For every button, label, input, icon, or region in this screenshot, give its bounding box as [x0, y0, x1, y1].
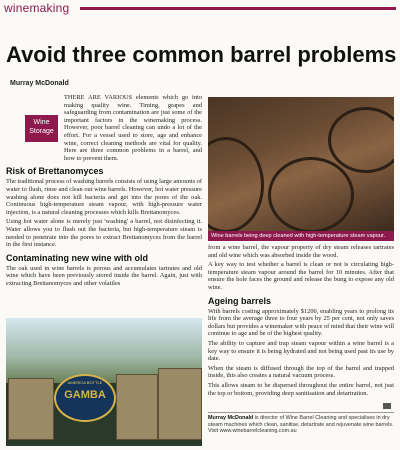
heading-contaminating: Contaminating new wine with old — [6, 252, 148, 263]
bio-divider — [208, 412, 394, 413]
intro-paragraph: THERE ARE VARIOUS elements which go into making quality wine. Timing, grapes and safeguarding from contamination are just some of the important factors in the winemaking process. However, poor barrel cleaning can undo a lot of the effort. For a vessel used to store, age and enhance wine, correct cleaning methods are vital for quality. Here are three common problems in a barrel, and how to prevent them. — [64, 94, 202, 162]
barrel-shape — [268, 157, 354, 231]
section-label: winemaking — [4, 1, 70, 15]
bio-text: is director of Wine Barrel Cleaning and specialises in dry steam machines which clean, sanitise, detartrate and rejuvenate wine barrels. Visit www.winebarrelcleaning.com.au — [208, 415, 394, 435]
paragraph: With barrels costing approximately $1200, enabling years to prolong its life from the average three to four years by 25 per cent, not only saves dollars but provides a winemaker with peace of mind that their wine will continue to age and be of the highest quality. — [208, 307, 394, 338]
bio-name: Murray McDonald — [208, 415, 254, 421]
photo-caption: Wine barrels being deep cleaned with high-temperature steam vapour. — [208, 231, 394, 241]
gamba-logo — [54, 374, 116, 422]
barrel-shape — [328, 107, 394, 173]
paragraph: The oak used in wine barrels is porous and accumulates tartrates and old wine which have been previously stored inside the barrel. Again, just with extracting Brettanomyces and other volatiles — [6, 264, 202, 287]
heading-ageing: Ageing barrels — [208, 295, 272, 306]
byline: Murray McDonald — [10, 80, 69, 87]
crate — [8, 378, 54, 440]
paragraph: The traditional process of washing barrels consists of using large amounts of water to flush, rinse and clean out wine barrels. However, hot water pressure washing alone does not kill bacteria and get into the pores of the oak. Continuous high-temperature steam vapour, with high-pressure water injection, is a natural cleaning processes which kills Brettanomyces. — [6, 178, 202, 216]
right-column — [208, 244, 394, 399]
crate — [158, 368, 202, 440]
barrel-cleaning-photo — [208, 97, 394, 231]
paragraph: A key way to test whether a barrel is clean or not is circulating high-temperature steam vapour around the barrel for 10 minutes. After that ensure the hole faces the ground and release the bung to expose any old wine. — [208, 261, 394, 291]
heading-brettanomyces: Risk of Brettanomyces — [6, 166, 104, 177]
section-header — [0, 0, 400, 18]
gamba-advertisement — [6, 318, 202, 446]
author-bio — [208, 415, 394, 435]
section-rule — [80, 7, 396, 10]
paragraph: This allows steam to be dispersed throughout the entire barrel, not just the top or bottom, providing deep sanitisation and detartration. — [208, 381, 394, 397]
paragraph: from a wine barrel, the vapour property of dry steam releases tartrates and old wine which was absorbed inside the wood. — [208, 244, 394, 259]
paragraph: Using hot water alone is merely just 'washing' a barrel, not disinfecting it. Water allows you to flush out the bacteria, but high-temperature steam is needed to penetrate into the pores to extract Brettanomyces from the barrel in the first instance. — [6, 218, 202, 249]
article-title: Avoid three common barrel problems — [6, 42, 397, 67]
crate — [116, 374, 158, 440]
end-of-article-icon — [383, 403, 391, 409]
paragraph: The ability to capture and trap steam vapour within a wine barrel is a key way to ensure it is being hydrated and not being used past its use by date. — [208, 339, 394, 363]
barrel-shape — [208, 137, 264, 231]
paragraph: When the steam is diffused through the top of the barrel and trapped inside, this also creates a natural vacuum process. — [208, 364, 394, 380]
logo-ring-text: AMERICA BOTTLE — [67, 380, 103, 385]
category-tag: Wine Storage — [25, 115, 58, 142]
left-column — [6, 94, 202, 289]
logo-brand: GAMBA — [64, 389, 106, 401]
